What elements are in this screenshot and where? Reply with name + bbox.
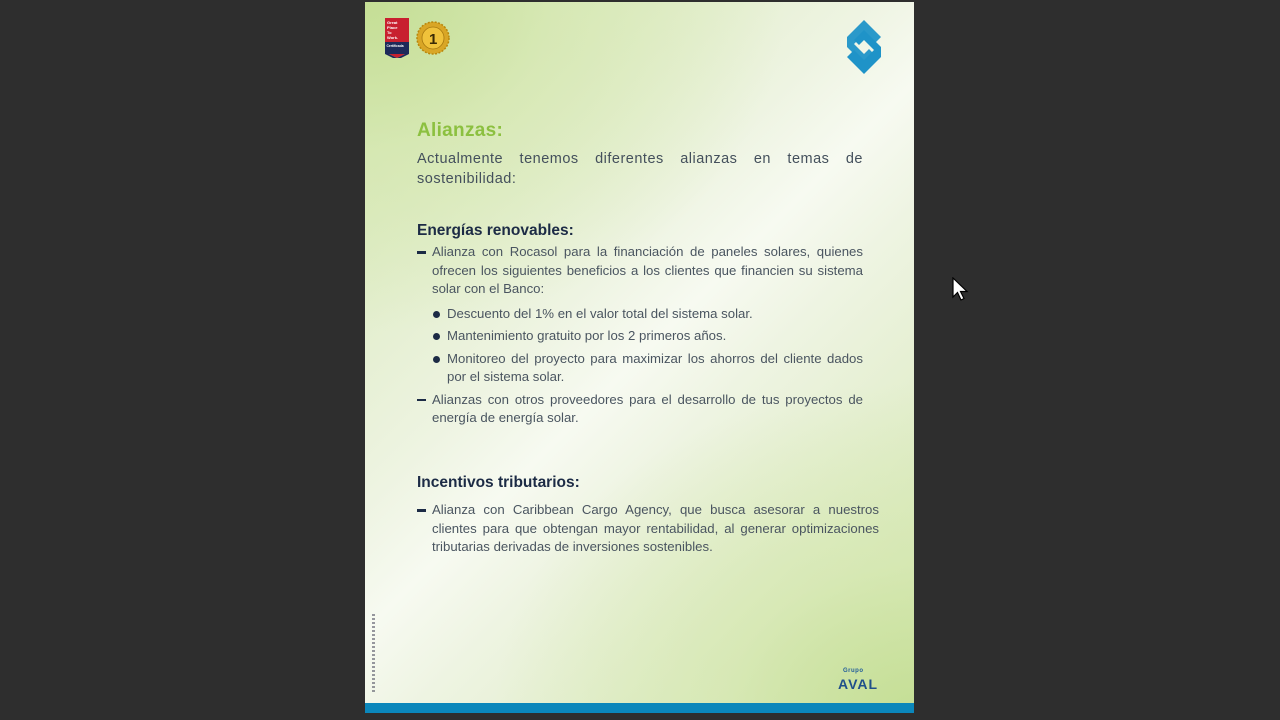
svg-text:Work.: Work. [387,35,399,40]
list-item-text: Mantenimiento gratuito por los 2 primeros años. [447,328,727,343]
section-energias-renovables [417,222,863,428]
dash-bullet-icon [417,399,426,402]
section-incentivos-tributarios [417,474,879,557]
grupo-aval-logo [835,668,899,694]
benefits-list [417,305,863,387]
list-item-text: Alianzas con otros proveedores para el desarrollo de tus proyectos de energía de energía solar. [432,391,863,425]
list-item [432,350,863,387]
aval-small-text: Grupo [843,668,864,674]
bullet-dot-icon [433,333,440,340]
list-item [417,501,879,557]
section-title-energias: Energías renovables: [417,222,574,239]
mouse-cursor-icon [952,277,970,303]
svg-text:1: 1 [429,31,438,48]
bullet-dot-icon [433,356,440,363]
bullet-dot-icon [433,311,440,318]
dash-bullet-icon [417,509,426,512]
list-item [432,327,863,346]
section-title-incentivos: Incentivos tributarios: [417,474,580,491]
intro-paragraph: Actualmente tenemos diferentes alianzas en temas de sostenibilidad: [417,151,863,187]
vertical-legal-text [372,614,375,692]
footer-brand-bar [365,703,914,713]
list-item-text: Descuento del 1% en el valor total del sistema solar. [447,305,753,321]
svg-text:To: To [387,30,392,35]
list-item-text: Alianza con Rocasol para la financiación de paneles solares, quienes ofrecen los siguientes beneficios a los clientes que financien su sistema solar con el Banco: [432,244,863,296]
great-place-to-work-badge-icon [385,18,409,58]
list-item-text: Monitoreo del proyecto para maximizar los ahorros del cliente dados por el sistema solar. [447,350,863,384]
list-item [432,305,863,324]
list-item [417,243,863,299]
section-title-alianzas: Alianzas: [417,120,504,141]
aval-word-text: AVAL [838,676,879,692]
bank-logo-icon [841,20,887,74]
dash-bullet-icon [417,251,426,254]
list-item-text: Alianza con Caribbean Cargo Agency, que busca asesorar a nuestros clientes para que obtengan mayor rentabilidad, al generar optimizaciones tributarias derivadas de inversiones sostenibles. [432,502,879,554]
document-content [417,120,879,554]
award-medal-icon [416,21,450,55]
list-item [417,391,863,428]
svg-text:Place: Place [387,25,398,30]
document-page [365,2,914,713]
svg-text:Great: Great [387,20,398,25]
svg-text:Certificada: Certificada [386,44,404,48]
